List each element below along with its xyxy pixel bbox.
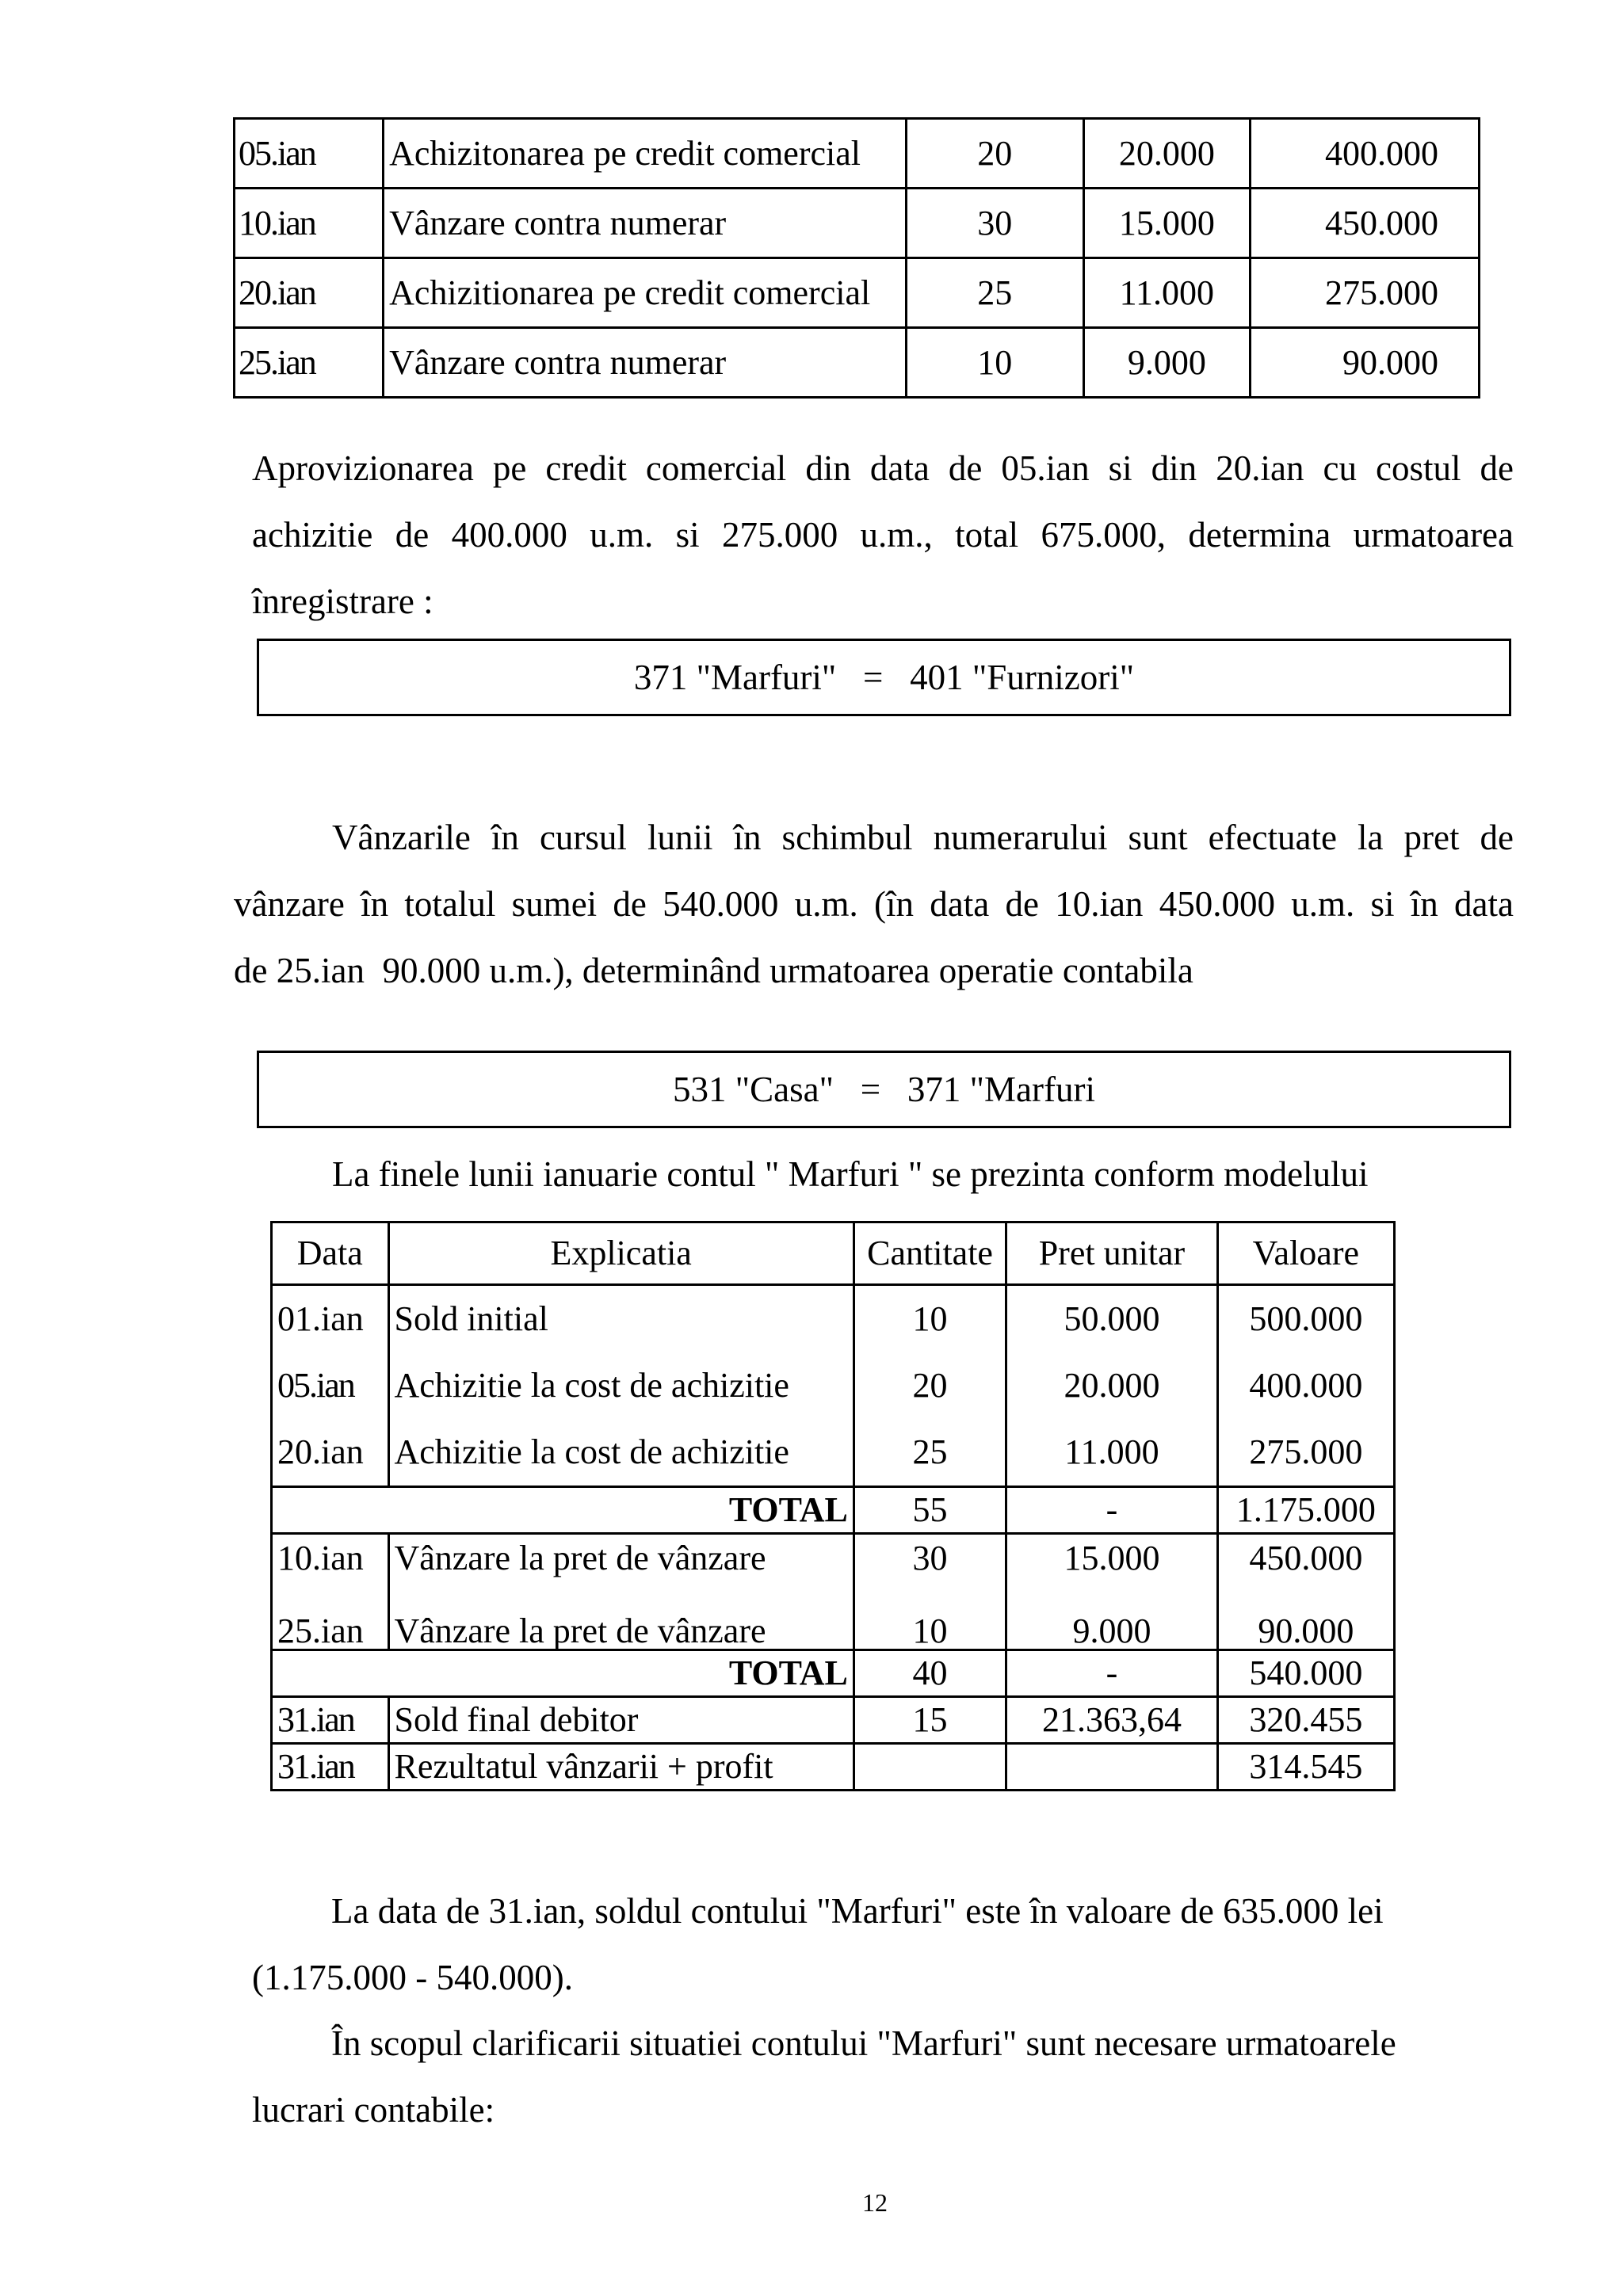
cell-quantity: 25 [906,258,1083,328]
operations-table [233,117,1480,399]
cell-quantity: 30 [906,189,1083,258]
cell-quantity [854,1744,1006,1791]
text-line: Vânzarile în cursul lunii în schimbul numerarului sunt efectuate la pret de [332,818,1514,857]
total-row [272,1487,1395,1534]
cell-description: Vânzare contra numerar [384,189,906,258]
cell-date: 25.ian [235,328,384,398]
cell-date: 10.ian [272,1534,389,1583]
cell-quantity: 25 [854,1419,1006,1487]
text-line: lucrari contabile: [252,2090,495,2130]
cell-value: 400.000 [1217,1352,1394,1419]
cell-explanation: Achizitie la cost de achizitie [388,1419,854,1487]
cell-date: 10.ian [235,189,384,258]
cell-unit-price: 11.000 [1083,258,1250,328]
table-row [272,1352,1395,1419]
cell-explanation: Sold final debitor [388,1697,854,1744]
cell-unit-price: 11.000 [1006,1419,1217,1487]
cell-unit-price: 9.000 [1006,1582,1217,1650]
cell-unit-price: 20.000 [1006,1352,1217,1419]
total-row [272,1650,1395,1697]
cell-date: 31.ian [272,1697,389,1744]
accounting-entry: 371 "Marfuri" = 401 "Furnizori" [633,658,1135,697]
cell-quantity: 20 [854,1352,1006,1419]
cell-quantity: 10 [854,1285,1006,1353]
cell-description: Vânzare contra numerar [384,328,906,398]
account-statement-table [270,1221,1396,1791]
cell-value: 275.000 [1217,1419,1394,1487]
cell-explanation: Rezultatul vânzarii + profit [388,1744,854,1791]
text-line: înregistrare : [252,582,433,621]
cell-unit-price: 9.000 [1083,328,1250,398]
text-line: Aprovizionarea pe credit comercial din data de 05.ian si din 20.ian cu costul de [252,448,1514,488]
table-row [235,328,1480,398]
header-unit-price: Pret unitar [1006,1222,1217,1285]
page-number: 12 [862,2188,888,2217]
cell-date: 20.ian [235,258,384,328]
table-row [272,1534,1395,1583]
cell-explanation: Sold initial [388,1285,854,1353]
header-explanation: Explicatia [388,1222,854,1285]
text-line: achizitie de 400.000 u.m. si 275.000 u.m., total 675.000, determina urmatoarea [252,515,1514,555]
table-header-row [272,1222,1395,1285]
cell-quantity: 10 [906,328,1083,398]
total-quantity: 40 [854,1650,1006,1697]
cell-value: 90.000 [1217,1582,1394,1650]
cell-date: 01.ian [272,1285,389,1353]
total-unit-price: - [1006,1487,1217,1534]
cell-date: 05.ian [235,119,384,189]
total-quantity: 55 [854,1487,1006,1534]
table-row [235,189,1480,258]
total-value: 1.175.000 [1217,1487,1394,1534]
total-label: TOTAL [272,1650,854,1697]
cell-date: 20.ian [272,1419,389,1487]
cell-date: 25.ian [272,1582,389,1650]
cell-value: 275.000 [1250,258,1479,328]
cell-value: 400.000 [1250,119,1479,189]
header-date: Data [272,1222,389,1285]
header-quantity: Cantitate [854,1222,1006,1285]
table-row [235,258,1480,328]
cell-quantity: 15 [854,1697,1006,1744]
cell-unit-price: 21.363,64 [1006,1697,1217,1744]
text-line: În scopul clarificarii situatiei contului "Marfuri" sunt necesare urmatoarele [331,2023,1396,2063]
cell-quantity: 10 [854,1582,1006,1650]
total-label: TOTAL [272,1487,854,1534]
cell-value: 320.455 [1217,1697,1394,1744]
paragraph-sales [234,804,1514,1004]
accounting-entry-box [257,639,1511,716]
total-unit-price: - [1006,1650,1217,1697]
cell-date: 31.ian [272,1744,389,1791]
cell-value: 450.000 [1217,1534,1394,1583]
table-row [272,1697,1395,1744]
cell-quantity: 30 [854,1534,1006,1583]
text-line: de 25.ian 90.000 u.m.), determinând urmatoarea operatie contabila [234,951,1193,990]
cell-description: Achizitionarea pe credit comercial [384,258,906,328]
cell-unit-price: 15.000 [1083,189,1250,258]
total-value: 540.000 [1217,1650,1394,1697]
table-row [235,119,1480,189]
cell-explanation: Vânzare la pret de vânzare [388,1534,854,1583]
cell-unit-price: 50.000 [1006,1285,1217,1353]
accounting-entry-box [257,1051,1511,1128]
cell-value: 314.545 [1217,1744,1394,1791]
table-row [272,1285,1395,1353]
cell-unit-price [1006,1744,1217,1791]
cell-explanation: Vânzare la pret de vânzare [388,1582,854,1650]
cell-quantity: 20 [906,119,1083,189]
cell-value: 90.000 [1250,328,1479,398]
cell-description: Achizitonarea pe credit comercial [384,119,906,189]
paragraph-balance [252,1878,1520,2011]
cell-unit-price: 15.000 [1006,1534,1217,1583]
paragraph-model-intro: La finele lunii ianuarie contul " Marfuri " se prezinta conform modelului [332,1154,1369,1194]
table-row [272,1744,1395,1791]
table-row [272,1419,1395,1487]
table-row [272,1582,1395,1650]
paragraph-clarification [252,2010,1520,2143]
header-value: Valoare [1217,1222,1394,1285]
cell-explanation: Achizitie la cost de achizitie [388,1352,854,1419]
paragraph-supply [252,435,1514,635]
cell-unit-price: 20.000 [1083,119,1250,189]
text-line: vânzare în totalul sumei de 540.000 u.m. (în data de 10.ian 450.000 u.m. si în data [234,884,1514,924]
text-line: (1.175.000 - 540.000). [252,1958,573,1997]
cell-value: 500.000 [1217,1285,1394,1353]
cell-date: 05.ian [272,1352,389,1419]
accounting-entry: 531 "Casa" = 371 "Marfuri [673,1070,1095,1109]
text-line: La data de 31.ian, soldul contului "Marfuri" este în valoare de 635.000 lei [331,1891,1384,1931]
cell-value: 450.000 [1250,189,1479,258]
